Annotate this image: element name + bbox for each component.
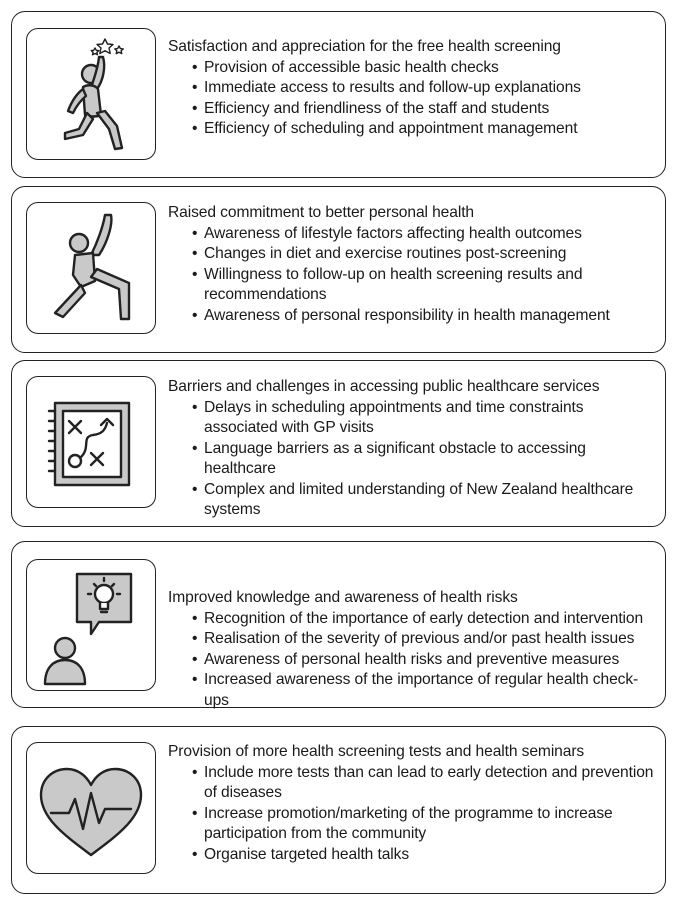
bullet-item: • Increase promotion/marketing of the programme to increase participation from the community (192, 804, 657, 845)
bullet-item: • Include more tests than can lead to early detection and prevention of diseases (192, 763, 657, 804)
bullet-item: • Increased awareness of the importance of regular health check-ups (192, 670, 657, 711)
theme-panel-more-screening (11, 726, 666, 894)
bullet-item: • Efficiency of scheduling and appointment management (192, 119, 657, 140)
icon-frame (26, 376, 156, 508)
theme-text-block (168, 377, 657, 521)
bullet-item: • Provision of accessible basic health checks (192, 58, 657, 79)
theme-panel-knowledge (11, 541, 666, 708)
theme-panel-commitment (11, 186, 666, 353)
person-idea-lightbulb-icon (27, 560, 155, 690)
strategy-plan-icon (27, 377, 155, 507)
theme-text-block (168, 588, 657, 711)
icon-frame (26, 559, 156, 691)
theme-panel-barriers (11, 360, 666, 527)
bullet-item: • Organise targeted health talks (192, 845, 657, 866)
theme-text-block (168, 742, 657, 865)
bullet-item: • Changes in diet and exercise routines post-screening (192, 244, 657, 265)
icon-frame (26, 202, 156, 334)
bullet-item: • Language barriers as a significant obstacle to accessing healthcare (192, 439, 657, 480)
bullet-item: • Awareness of personal health risks and preventive measures (192, 650, 657, 671)
bullet-item: • Delays in scheduling appointments and time constraints associated with GP visits (192, 398, 657, 439)
bullet-list (168, 609, 657, 712)
bullet-item: • Recognition of the importance of early detection and intervention (192, 609, 657, 630)
bullet-item: • Awareness of personal responsibility in health management (192, 306, 657, 327)
bullet-list (168, 224, 657, 327)
theme-panel-satisfaction (11, 11, 666, 178)
theme-text-block (168, 37, 657, 140)
bullet-item: • Efficiency and friendliness of the staff and students (192, 99, 657, 120)
icon-frame (26, 28, 156, 160)
bullet-list (168, 58, 657, 140)
theme-text-block (168, 203, 657, 326)
exercise-lunge-icon (27, 203, 155, 333)
theme-heading: Barriers and challenges in accessing public healthcare services (168, 378, 600, 395)
celebrating-person-icon (27, 29, 155, 159)
heart-pulse-icon (27, 743, 155, 873)
bullet-item: • Immediate access to results and follow-up explanations (192, 78, 657, 99)
icon-frame (26, 742, 156, 874)
theme-heading: Improved knowledge and awareness of health risks (168, 589, 518, 606)
bullet-item: • Awareness of lifestyle factors affecting health outcomes (192, 224, 657, 245)
theme-heading: Raised commitment to better personal health (168, 204, 474, 221)
bullet-list (168, 763, 657, 866)
bullet-list (168, 398, 657, 521)
bullet-item: • Willingness to follow-up on health screening results and recommendations (192, 265, 657, 306)
theme-heading: Satisfaction and appreciation for the free health screening (168, 38, 561, 55)
bullet-item: • Realisation of the severity of previous and/or past health issues (192, 629, 657, 650)
theme-heading: Provision of more health screening tests and health seminars (168, 743, 585, 760)
bullet-item: • Complex and limited understanding of New Zealand healthcare systems (192, 480, 657, 521)
